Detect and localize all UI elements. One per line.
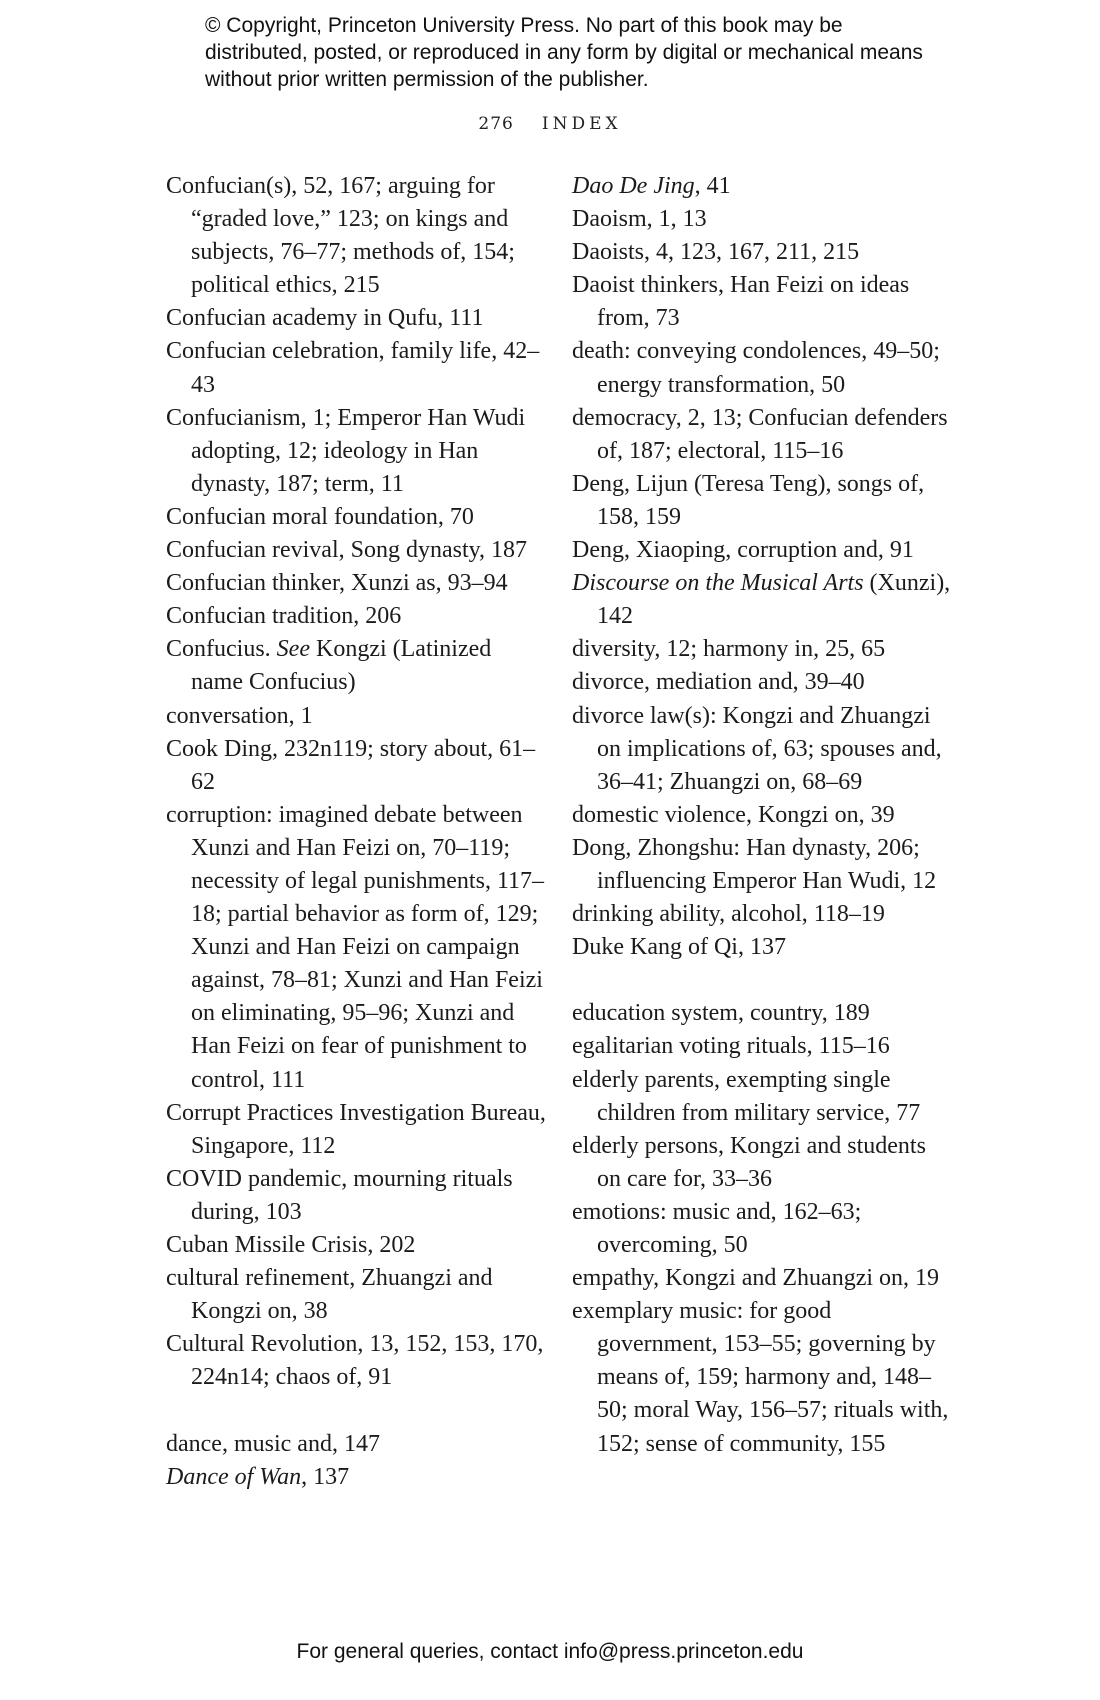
index-entry: Confucian revival, Song dynasty, 187 bbox=[166, 537, 528, 564]
index-entry: Duke Kang of Qi, 137 bbox=[572, 934, 786, 961]
index-column-right bbox=[572, 170, 952, 1461]
index-entry: Daoist thinkers, Han Feizi on ideas from, 73 bbox=[572, 272, 910, 332]
index-entry: Dong, Zhongshu: Han dynasty, 206; influencing Emperor Han Wudi, 12 bbox=[572, 834, 937, 894]
index-entry: Cultural Revolution, 13, 152, 153, 170, 224n14; chaos of, 91 bbox=[166, 1331, 544, 1391]
index-entry: divorce law(s): Kongzi and Zhuangzi on implications of, 63; spouses and, 36–41; Zhuangzi on, 68–69 bbox=[572, 702, 942, 795]
entry-text: (Xunzi), 142 bbox=[597, 570, 951, 630]
index-entry: empathy, Kongzi and Zhuangzi on, 19 bbox=[572, 1265, 940, 1292]
index-entry: Confucian academy in Qufu, 111 bbox=[166, 305, 484, 332]
index-entry: Cook Ding, 232n119; story about, 61–62 bbox=[166, 735, 536, 795]
index-entry: drinking ability, alcohol, 118–19 bbox=[572, 901, 885, 928]
index-entry: Confucian celebration, family life, 42–43 bbox=[166, 338, 540, 398]
entry-title-italic: Dance of Wan bbox=[166, 1463, 302, 1490]
running-head-title: INDEX bbox=[541, 114, 622, 134]
index-entry: Cuban Missile Crisis, 202 bbox=[166, 1232, 416, 1258]
index-entry: diversity, 12; harmony in, 25, 65 bbox=[572, 636, 886, 663]
see-reference: See bbox=[276, 636, 310, 663]
index-entry: Confucianism, 1; Emperor Han Wudi adopting, 12; ideology in Han dynasty, 187; term, 11 bbox=[166, 404, 526, 497]
index-entry: corruption: imagined debate between Xunzi and Han Feizi on, 70–119; necessity of legal punishments, 117–18; partial behavior as form of, 129; Xunzi and Han Feizi on campaign against, 78–81; Xunzi and Han Feizi on eliminating, 95–96; Xunzi and Han Feizi on fear of punishment to control, 111 bbox=[166, 801, 545, 1093]
index-entry: domestic violence, Kongzi on, 39 bbox=[572, 801, 895, 828]
index-entry: death: conveying condolences, 49–50; energy transformation, 50 bbox=[572, 338, 940, 398]
index-entry bbox=[572, 567, 952, 633]
index-entry: divorce, mediation and, 39–40 bbox=[572, 669, 865, 696]
index-entry: Confucian thinker, Xunzi as, 93–94 bbox=[166, 570, 508, 597]
entry-text: , 137 bbox=[301, 1463, 350, 1490]
index-entry: conversation, 1 bbox=[166, 702, 313, 729]
index-column-left bbox=[166, 170, 546, 1494]
index-entry: democracy, 2, 13; Confucian defenders of, 187; electoral, 115–16 bbox=[572, 404, 948, 464]
entry-title-italic: Dao De Jing bbox=[572, 173, 695, 199]
entry-text: Kongzi (Latinized name Confucius) bbox=[191, 636, 492, 696]
index-entry: egalitarian voting rituals, 115–16 bbox=[572, 1033, 890, 1060]
index-entry: emotions: music and, 162–63; overcoming, 50 bbox=[572, 1198, 862, 1258]
index-entry: COVID pandemic, mourning rituals during, 103 bbox=[166, 1165, 513, 1225]
index-entry: Deng, Lijun (Teresa Teng), songs of, 158, 159 bbox=[572, 470, 925, 530]
index-entry bbox=[572, 170, 952, 203]
index-entry: Deng, Xiaoping, corruption and, 91 bbox=[572, 537, 914, 564]
running-head bbox=[0, 114, 1100, 134]
index-entry: Corrupt Practices Investigation Bureau, Singapore, 112 bbox=[166, 1099, 546, 1159]
page-number: 276 bbox=[478, 114, 514, 134]
index-entry: cultural refinement, Zhuangzi and Kongzi on, 38 bbox=[166, 1265, 493, 1325]
letter-section-gap bbox=[166, 1394, 546, 1427]
index-entry: Daoism, 1, 13 bbox=[572, 206, 707, 233]
index-entry: Confucian(s), 52, 167; arguing for “graded love,” 123; on kings and subjects, 76–77; methods of, 154; political ethics, 215 bbox=[166, 173, 515, 299]
entry-title-italic: Discourse on the Musical Arts bbox=[572, 570, 864, 597]
index-entry: elderly parents, exempting single children from military service, 77 bbox=[572, 1066, 921, 1126]
entry-text: Confucius. bbox=[166, 636, 277, 663]
letter-section-gap bbox=[572, 964, 952, 997]
index-entry: Confucian moral foundation, 70 bbox=[166, 503, 474, 530]
copyright-notice: © Copyright, Princeton University Press. No part of this book may be distributed, posted, or reproduced in any form by digital or mechanical means without prior written permission of the publisher. bbox=[205, 14, 923, 91]
index-entry: elderly persons, Kongzi and students on care for, 33–36 bbox=[572, 1132, 926, 1192]
entry-text: , 41 bbox=[694, 173, 731, 199]
index-entry bbox=[166, 1461, 546, 1494]
index-entry: Daoists, 4, 123, 167, 211, 215 bbox=[572, 239, 860, 266]
index-entry: exemplary music: for good government, 153–55; governing by means of, 159; harmony and, 148–50; moral Way, 156–57; rituals with, 152; sense of community, 155 bbox=[572, 1298, 949, 1457]
index-entry bbox=[166, 633, 546, 699]
footer-contact: For general queries, contact info@press.princeton.edu bbox=[296, 1640, 804, 1663]
index-entry: Confucian tradition, 206 bbox=[166, 603, 402, 630]
index-entry: education system, country, 189 bbox=[572, 1000, 870, 1027]
index-entry: dance, music and, 147 bbox=[166, 1430, 380, 1457]
